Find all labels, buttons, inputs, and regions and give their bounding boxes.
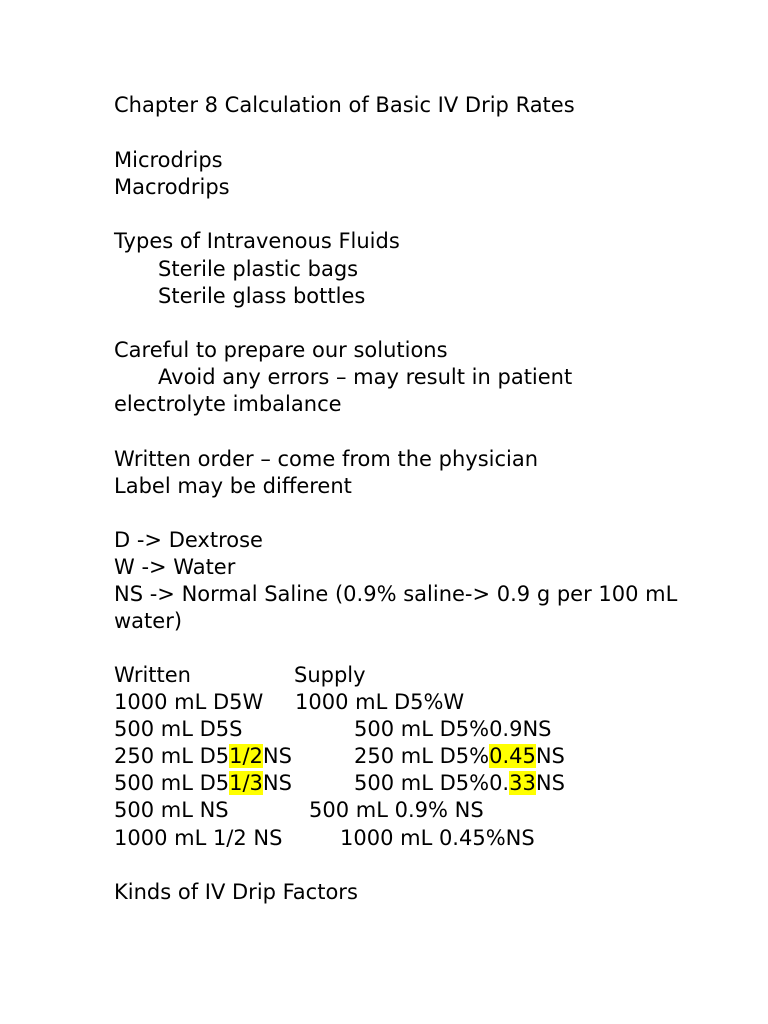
table-row-2-written: 500 mL D5S — [114, 717, 243, 741]
written-text: NS — [262, 744, 292, 768]
abbrev-saline-line-2: water) — [114, 609, 183, 633]
highlighted-value: 33 — [509, 771, 536, 795]
fluids-item-bags: Sterile plastic bags — [158, 257, 359, 281]
orders-line-2: Label may be different — [114, 474, 352, 498]
table-row-6-written: 1000 mL 1/2 NS — [114, 826, 283, 850]
highlighted-fraction: 1/3 — [229, 771, 263, 795]
table-row-1-written: 1000 mL D5W — [114, 690, 264, 714]
table-row-4-written — [114, 770, 292, 797]
written-text: 500 mL D5 — [114, 771, 230, 795]
supply-text: 500 mL D5%0. — [354, 771, 510, 795]
table-row-1-supply: 1000 mL D5%W — [295, 690, 465, 714]
abbrev-saline-line-1: NS -> Normal Saline (0.9% saline-> 0.9 g per 100 mL — [114, 582, 678, 606]
table-row-3-written — [114, 743, 292, 770]
table-row-6-supply: 1000 mL 0.45%NS — [340, 826, 535, 850]
table-row-5-supply: 500 mL 0.9% NS — [309, 798, 484, 822]
abbrev-water: W -> Water — [114, 555, 236, 579]
abbrev-dextrose: D -> Dextrose — [114, 528, 263, 552]
highlighted-fraction: 1/2 — [229, 744, 263, 768]
drip-factors-heading: Kinds of IV Drip Factors — [114, 880, 358, 904]
microdrips-line: Microdrips — [114, 148, 223, 172]
supply-text: NS — [535, 744, 565, 768]
supply-text: 250 mL D5% — [354, 744, 490, 768]
careful-line-3: electrolyte imbalance — [114, 392, 342, 416]
written-text: NS — [262, 771, 292, 795]
macrodrips-line: Macrodrips — [114, 175, 230, 199]
table-row-5-written: 500 mL NS — [114, 798, 229, 822]
fluids-heading: Types of Intravenous Fluids — [114, 229, 400, 253]
table-row-2-supply: 500 mL D5%0.9NS — [354, 717, 552, 741]
table-header-supply: Supply — [294, 663, 366, 687]
careful-line-2: Avoid any errors – may result in patient — [158, 365, 573, 389]
fluids-item-bottles: Sterile glass bottles — [158, 284, 366, 308]
table-row-4-supply — [354, 770, 565, 797]
table-row-3-supply — [354, 743, 565, 770]
highlighted-value: 0.45 — [489, 744, 536, 768]
supply-text: NS — [535, 771, 565, 795]
chapter-title: Chapter 8 Calculation of Basic IV Drip Rates — [114, 93, 575, 117]
orders-line-1: Written order – come from the physician — [114, 447, 539, 471]
written-text: 250 mL D5 — [114, 744, 230, 768]
careful-line-1: Careful to prepare our solutions — [114, 338, 448, 362]
table-header-written: Written — [114, 663, 191, 687]
